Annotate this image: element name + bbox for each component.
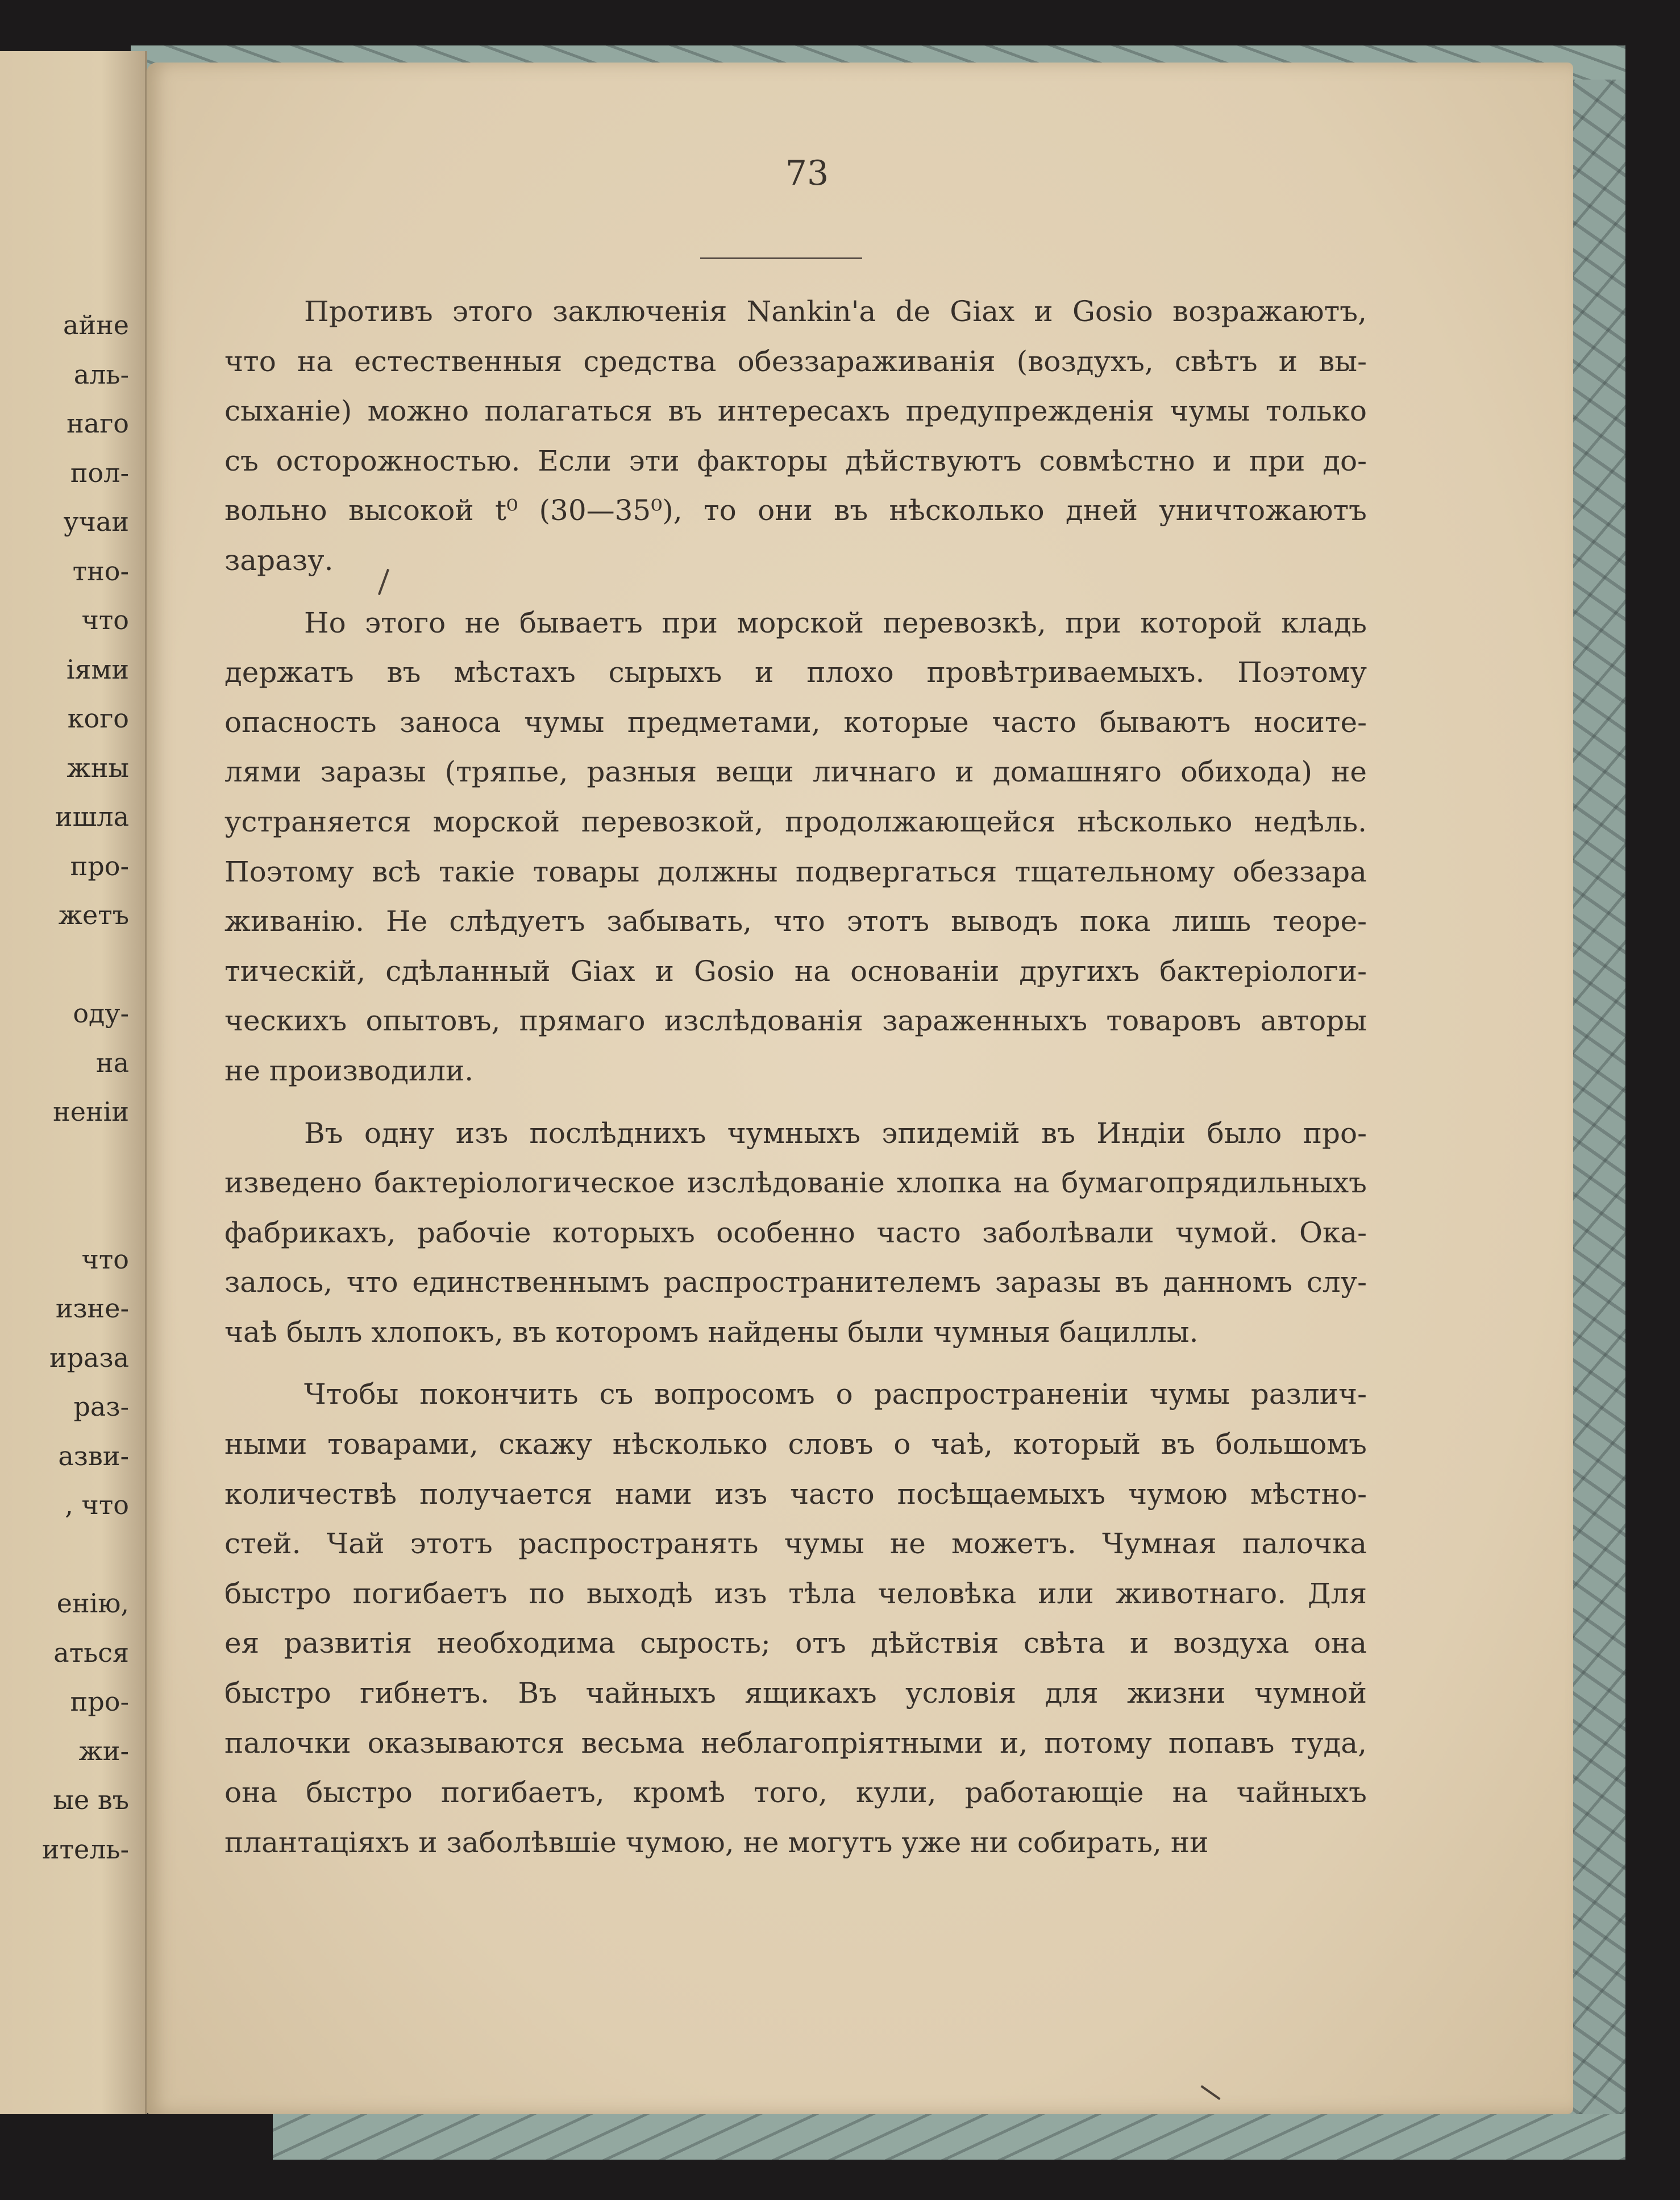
left-page: [0, 51, 147, 2114]
text-line: держатъ въ мѣстахъ сырыхъ и плохо провѣтриваемыхъ. Поэтому: [224, 656, 1367, 689]
text-line: Поэтому всѣ такіе товары должны подвергаться тщательному обеззара: [224, 855, 1367, 888]
left-page-fragment: ые въ: [53, 1785, 129, 1815]
text-line: устраняется морской перевозкой, продолжающейся нѣсколько недѣль.: [224, 805, 1367, 838]
left-page-fragment: на: [95, 1047, 129, 1078]
left-page-fragment: азви-: [58, 1440, 129, 1471]
text-line: опасность заноса чумы предметами, которые часто бываютъ носите-: [224, 705, 1367, 739]
book-cover-bottom: [273, 2114, 1625, 2160]
text-line: изведено бактеріологическое изслѣдованіе хлопка на бумагопрядильныхъ: [224, 1166, 1367, 1200]
text-line: ческихъ опытовъ, прямаго изслѣдованія зараженныхъ товаровъ авторы: [224, 1004, 1367, 1038]
text-line: Но этого не бываетъ при морской перевозкѣ, при которой кладь: [304, 606, 1367, 639]
page-number: 73: [785, 153, 829, 193]
text-line: лями заразы (тряпье, разныя вещи личнаго и домашняго обихода) не: [224, 755, 1367, 789]
text-line: не производили.: [224, 1054, 474, 1087]
text-line: тическій, сдѣланный Giax и Gosio на основаніи другихъ бактеріологи-: [224, 954, 1367, 988]
left-page-fragment: жетъ: [58, 900, 129, 930]
left-page-fragment: про-: [70, 850, 129, 881]
left-page-fragment: , что: [65, 1490, 129, 1520]
left-page-fragment: что: [81, 605, 129, 635]
left-page-fragment: про-: [70, 1686, 129, 1717]
left-page-fragment: айне: [63, 310, 129, 340]
text-line: заразу.: [224, 543, 334, 577]
text-line: Противъ этого заключенія Nankin'a de Giax и Gosio возражаютъ,: [304, 295, 1367, 328]
text-line: фабрикахъ, рабочіе которыхъ особенно часто заболѣвали чумой. Ока-: [224, 1216, 1367, 1249]
text-line: живанію. Не слѣдуетъ забывать, что этотъ выводъ пока лишь теоре-: [224, 905, 1367, 938]
text-line: залось, что единственнымъ распространителемъ заразы въ данномъ слу-: [224, 1266, 1367, 1299]
text-line: сыханіе) можно полагаться въ интересахъ предупрежденія чумы только: [224, 394, 1367, 428]
left-page-fragment: тно-: [72, 555, 129, 587]
text-line: она быстро погибаетъ, кромѣ того, кули, работающіе на чайныхъ: [224, 1776, 1367, 1810]
left-page-fragment: енію,: [56, 1588, 129, 1619]
left-page-fragment: изне-: [55, 1293, 129, 1324]
text-line: ея развитія необходима сырость; отъ дѣйствія свѣта и воздуха она: [224, 1627, 1367, 1660]
text-line: Въ одну изъ послѣднихъ чумныхъ эпидемій въ Индіи было про-: [304, 1116, 1367, 1150]
text-line: чаѣ былъ хлопокъ, въ которомъ найдены были чумныя бациллы.: [224, 1315, 1199, 1349]
left-page-fragment: жи-: [78, 1735, 129, 1766]
text-line: съ осторожностью. Если эти факторы дѣйствуютъ совмѣстно и при до-: [224, 444, 1367, 477]
text-line: палочки оказываются весьма неблагопріятными и, потому попавъ туда,: [224, 1726, 1367, 1760]
text-line: плантаціяхъ и заболѣвшіе чумою, не могутъ уже ни собирать, ни: [224, 1825, 1209, 1859]
paragraph: [224, 287, 1367, 586]
left-page-fragment: ираза: [49, 1342, 129, 1373]
left-page-fragment: наго: [66, 408, 129, 439]
left-page-fragment: неніи: [53, 1096, 129, 1127]
left-page-fragment: жны: [66, 752, 129, 783]
paragraph: [224, 1370, 1367, 1868]
paragraph: [224, 598, 1367, 1096]
text-line: что на естественныя средства обеззараживанія (воздухъ, свѣтъ и вы-: [224, 344, 1367, 378]
text-line: быстро погибаетъ по выходѣ изъ тѣла человѣка или животнаго. Для: [224, 1577, 1367, 1610]
text-line: количествѣ получается нами изъ часто посѣщаемыхъ чумою мѣстно-: [224, 1477, 1367, 1511]
left-page-fragment: что: [81, 1244, 129, 1275]
left-page-fragment: оду-: [73, 998, 129, 1029]
body-text: [224, 287, 1367, 1880]
paragraph: [224, 1109, 1367, 1358]
left-page-fragment: іями: [66, 654, 129, 685]
text-line: быстро гибнетъ. Въ чайныхъ ящикахъ условія для жизни чумной: [224, 1677, 1367, 1710]
left-page-fragment: кого: [67, 703, 129, 734]
text-line: стей. Чай этотъ распространять чумы не можетъ. Чумная палочка: [224, 1527, 1367, 1561]
left-page-fragment: учаи: [63, 506, 129, 537]
left-page-fragment: пол-: [70, 457, 129, 488]
text-line: Чтобы покончить съ вопросомъ о распространеніи чумы различ-: [304, 1378, 1367, 1411]
left-page-fragment: аль-: [73, 359, 129, 390]
left-page-fragment: ишла: [55, 801, 129, 832]
left-page-fragment: раз-: [73, 1391, 129, 1422]
text-line: вольно высокой t⁰ (30—35⁰), то они въ нѣсколько дней уничтожаютъ: [224, 494, 1367, 527]
text-line: ными товарами, скажу нѣсколько словъ о чаѣ, который въ большомъ: [224, 1428, 1367, 1461]
page-number-rule: [700, 257, 862, 259]
left-page-fragment: итель-: [41, 1833, 129, 1865]
left-page-fragment: аться: [53, 1637, 129, 1668]
